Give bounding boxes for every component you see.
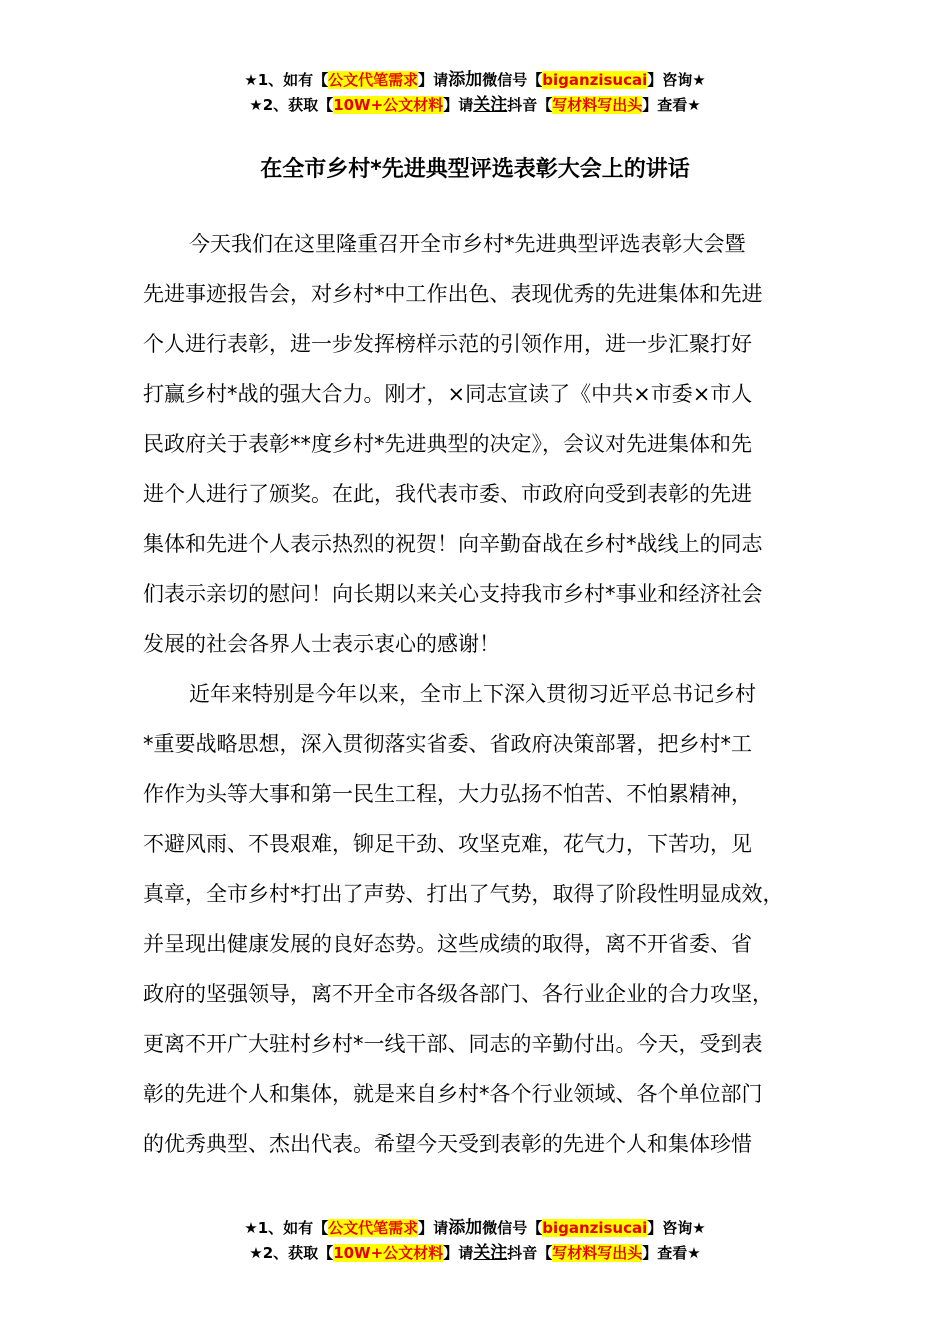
footer-banner xyxy=(0,1216,950,1266)
banner-line-1 xyxy=(0,68,950,93)
text-line: 今天我们在这里隆重召开全市乡村*先进典型评选表彰大会暨 xyxy=(189,232,746,256)
highlight-tag: 公文代笔需求 xyxy=(328,1219,419,1237)
text-line: 政府的坚强领导，离不开全市各级各部门、各行业企业的合力攻坚， xyxy=(143,982,773,1006)
banner-text: 】请 xyxy=(418,1219,449,1237)
banner-line-2 xyxy=(0,1241,950,1266)
banner-text: 】请 xyxy=(443,96,474,114)
text-line: 先进事迹报告会，对乡村*中工作出色、表现优秀的先进集体和先进 xyxy=(143,282,763,306)
text-line: 的优秀典型、杰出代表。希望今天受到表彰的先进个人和集体珍惜 xyxy=(143,1132,752,1156)
text-line: 真章，全市乡村*打出了声势、打出了气势，取得了阶段性明显成效， xyxy=(143,882,784,906)
text-line: 集体和先进个人表示热烈的祝贺！向辛勤奋战在乡村*战线上的同志 xyxy=(143,532,763,556)
banner-line-1 xyxy=(0,1216,950,1241)
emphasis-text: 添加 xyxy=(448,70,483,90)
wechat-id: biganzisucai xyxy=(542,1219,648,1237)
banner-text: ★2、获取【 xyxy=(249,1244,334,1262)
emphasis-text: 关注 xyxy=(473,95,508,115)
document-title: 在全市乡村*先进典型评选表彰大会上的讲话 xyxy=(260,157,690,182)
banner-text: 抖音【 xyxy=(507,1244,553,1262)
banner-text: ★1、如有【 xyxy=(244,1219,329,1237)
text-line: *重要战略思想，深入贯彻落实省委、省政府决策部署，把乡村*工 xyxy=(143,732,752,756)
text-line: 更离不开广大驻村乡村*一线干部、同志的辛勤付出。今天，受到表 xyxy=(143,1032,763,1056)
banner-text: 】咨询★ xyxy=(647,71,706,89)
highlight-tag: 10W+公文材料 xyxy=(333,96,444,114)
wechat-id: biganzisucai xyxy=(542,71,648,89)
paragraph-1 xyxy=(143,219,829,669)
header-banner xyxy=(0,68,950,118)
banner-text: 】请 xyxy=(443,1244,474,1262)
text-line: 们表示亲切的慰问！向长期以来关心支持我市乡村*事业和经济社会 xyxy=(143,582,763,606)
highlight-tag: 公文代笔需求 xyxy=(328,71,419,89)
emphasis-text: 添加 xyxy=(448,1218,483,1238)
text-line: 进个人进行了颁奖。在此，我代表市委、市政府向受到表彰的先进 xyxy=(143,482,752,506)
text-line: 个人进行表彰，进一步发挥榜样示范的引领作用，进一步汇聚打好 xyxy=(143,332,752,356)
banner-text: 】查看★ xyxy=(642,1244,701,1262)
banner-text: 微信号【 xyxy=(482,1219,543,1237)
banner-text: 】咨询★ xyxy=(647,1219,706,1237)
douyin-account: 写材料写出头 xyxy=(552,96,643,114)
banner-line-2 xyxy=(0,93,950,118)
banner-text: ★2、获取【 xyxy=(249,96,334,114)
banner-text: ★1、如有【 xyxy=(244,71,329,89)
document-body xyxy=(143,219,829,1169)
banner-text: 】查看★ xyxy=(642,96,701,114)
text-line: 近年来特别是今年以来，全市上下深入贯彻习近平总书记乡村 xyxy=(189,682,756,706)
text-line: 作作为头等大事和第一民生工程，大力弘扬不怕苦、不怕累精神， xyxy=(143,782,752,806)
douyin-account: 写材料写出头 xyxy=(552,1244,643,1262)
text-line: 不避风雨、不畏艰难，铆足干劲、攻坚克难，花气力，下苦功，见 xyxy=(143,832,752,856)
banner-text: 微信号【 xyxy=(482,71,543,89)
banner-text: 抖音【 xyxy=(507,96,553,114)
highlight-tag: 10W+公文材料 xyxy=(333,1244,444,1262)
text-line: 打赢乡村*战的强大合力。刚才，×同志宣读了《中共×市委×市人 xyxy=(143,382,753,406)
emphasis-text: 关注 xyxy=(473,1243,508,1263)
text-line: 民政府关于表彰**度乡村*先进典型的决定》，会议对先进集体和先 xyxy=(143,432,752,456)
text-line: 并呈现出健康发展的良好态势。这些成绩的取得，离不开省委、省 xyxy=(143,932,752,956)
banner-text: 】请 xyxy=(418,71,449,89)
text-line: 彰的先进个人和集体，就是来自乡村*各个行业领域、各个单位部门 xyxy=(143,1082,763,1106)
paragraph-2 xyxy=(143,669,829,1169)
text-line: 发展的社会各界人士表示衷心的感谢！ xyxy=(143,632,500,656)
